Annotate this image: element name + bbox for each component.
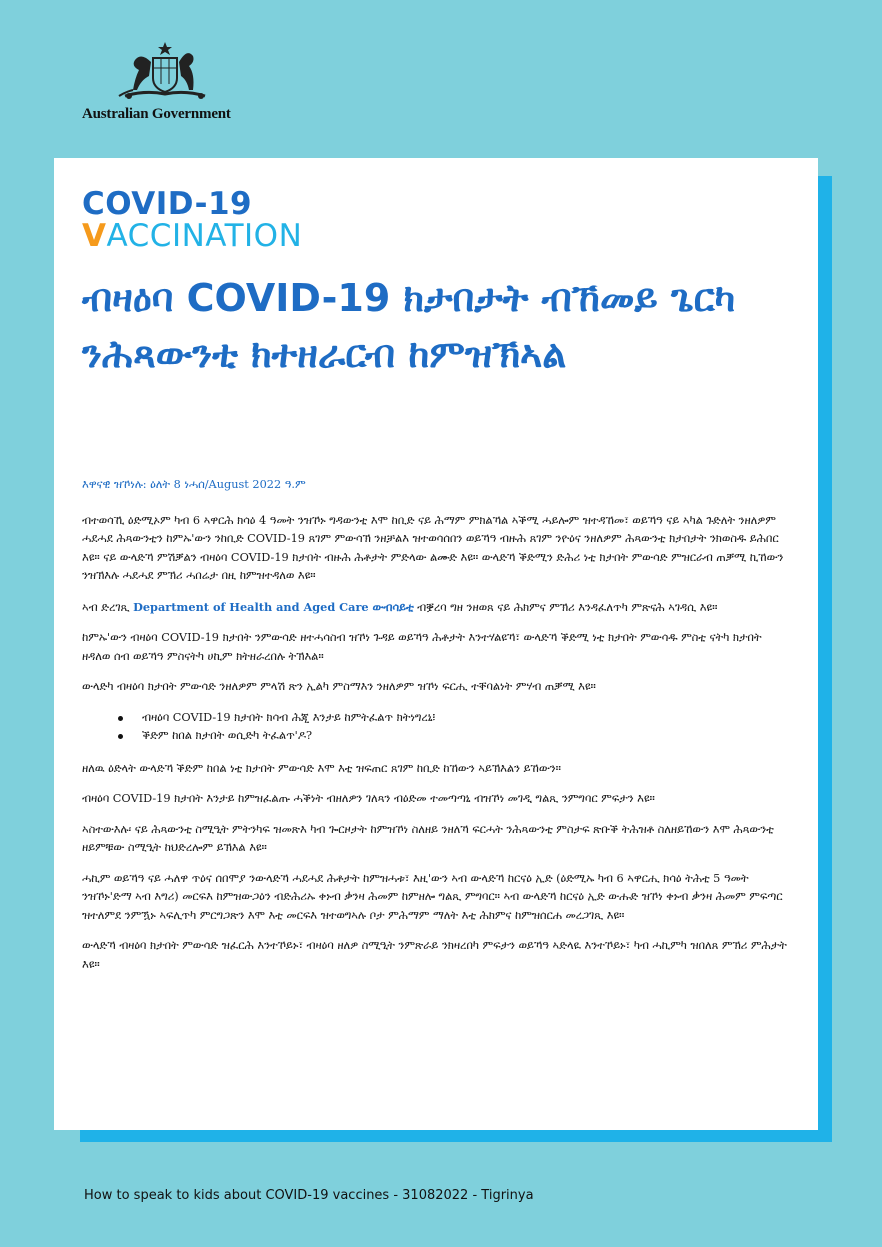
paragraph-explain: ብዛዕባ COVID-19 ክታበት እንታይ ከምዝፈልጡ ሓቕነት ብዘለዎን ገለጻን ብዕድመ ተመጣጣኒ ብዝኾነ መገዲ ግልጺ ንምግባር ምፍታን እዩ።	[82, 792, 655, 805]
brand-line1: COVID-19	[82, 186, 253, 222]
document-body	[82, 476, 788, 986]
government-logo	[82, 40, 247, 123]
paragraph-listen: ውላድካ ብዛዕባ ክታበት ምውሳድ ንዘለዎም ምላሽ ጽን ኢልካ ምስማእን ንዘለዎም ዝኾነ ፍርሒ ተቐባልነት ምሃብ ጠቓሚ እዩ።	[82, 680, 596, 693]
health-department-link[interactable]: Department of Health and Aged Care ውብሳይቲ	[133, 599, 414, 614]
covid-vaccination-logo	[82, 188, 302, 252]
paragraph-intro: ብተወሳኺ ዕድሚኦም ካብ 6 ኣዋርሕ ክሳዕ 4 ዓመት ንዝኾኑ ግዳውንቲ እሞ ከቢድ ናይ ሕማም ምክልኻል ኣቕሚ ሓይሎም ዝተዳኸመ፣ ወይኻዓ ናይ ኣካል ጉድለት ንዘለዎም ሓደሓደ ሕጻውንቲን ከምኡ'ውን ንከቢድ COVID-19 ጸገም ምውሳኽ ንዘቻልእ ዝተወሳሰበን ወይኻዓ ብዙሕ ጸገም ንዮዕና ንዘለዎም ሕጻውንቲ ክታበታት ንክወስዱ ይሕበር እዩ። ናይ ውላድኻ ምሽቓልን ብዛዕባ COVID-19 ክታበት ብዙሕ ሕቶታት ምድላው ልሙድ እዩ። ውላድኻ ቕድሚን ድሕሪ ነቲ ክታበት ምውሳድ ምዝርራብ ጠቓሚ ኪኸውን ንዝኽእሉ ሓደሓደ ምኽሪ ሓበሬታ በዚ ከምዝተዳለወ እዩ።	[82, 513, 784, 582]
page-title: ብዛዕባ COVID-19 ክታበታት ብኸመይ ጌርካ ንሕጻውንቲ ክተዘራርብ ከምዝኽኣል	[82, 276, 736, 376]
footer-text: How to speak to kids about COVID-19 vaccines - 31082022 - Tigrinya	[84, 1188, 534, 1203]
paragraph-note: ኣስተውእሉ፡ ናይ ሕጻውንቲ ስሚዒት ምትንካፍ ዝመጽእ ካብ ጐርዞታት ከምዝኾነ ስለዘይ ንዘለኻ ፍርሓት ንሕጻውንቲ ምስታፍ ጽቡቕ ትሕዝቶ ስለዘይኸውን እሞ ሕጻውንቲ ዘይምቹው ስሚዒት ከህድረሎም ይኽእል እዩ።	[82, 822, 774, 854]
list-item: ብዛዕባ COVID-19 ክታበት ክሳብ ሕጂ እንታይ ከምትፈልጥ ክትነግረኒ፧	[142, 709, 788, 728]
paragraph-afraid: ውላድኻ ብዛዕባ ክታበት ምውሳድ ዝፈርሕ እንተኾይኑ፣ ብዛዕባ ዘለዎ ስሚዒት ንምጽራይ ንክዛረበካ ምፍታን ወይኻዓ ኣድላዪ እንተኾይኑ፣ ካብ ሓኪምካ ዝበለጸ ምኽሪ ምሕታት እዩ።	[82, 939, 787, 971]
question-list	[82, 709, 788, 746]
coat-of-arms-icon	[105, 40, 225, 102]
paragraph-previous: ዘለዉ ዕድላት ውላድኻ ቕድም ከበል ነቲ ክታበት ምውሳድ እሞ እቲ ዝፍጠር ጸገም ከቢድ ከኸውን ኣይኽእልን ይኸውን።	[82, 761, 561, 775]
document-card	[54, 158, 818, 1130]
brand-checkmark-v: V	[82, 218, 107, 254]
paragraph-questions: ከምኡ'ውን ብዛዕባ COVID-19 ክታበት ንምውሳድ ዘተሓሳስብ ዝኾነ ጉዳይ ወይኻዓ ሕቶታት እንተሃልዩኻ፣ ውላድኻ ቕድሚ ነቲ ክታበት ምውሳዱ ምስቲ ናትካ ክታበት ዘዳለወ ሰብ ወይኻዓ ምስናትካ ሀኪም ክትዘራረበሉ ትኽእል።	[82, 631, 762, 663]
paragraph-doctor: ሓኪም ወይኻዓ ናይ ሓለዋ ጥዕና ሰበሞያ ንውላድኻ ሓደሓደ ሕቶታት ከምዝሓቱ፣ እዚ'ውን ኣብ ውላድኻ ከርናዕ ኢድ (ዕድሚኡ ካብ 6 ኣዋርሒ ክሳዕ ትሕቲ 5 ዓመት ንዝኾኑ'ድማ ኣብ እግሪ) መርፍእ ከምዝውጋዕን ብድሕሪኡ ቀኑብ ቃንዛ ሕመም ከምዘሎ ግልጺ ምግባር። ኣብ ውላድኻ ከርናዕ ኢድ ውሑድ ዝኾነ ቀኑብ ቃንዛ ሕመም ምፍጣር ዝተለምደ ንምዃኑ ኣፍሊጥካ ምርግጋጽን እሞ እቲ መርፍእ ዝተወግኣሉ ቦታ ምሕማም ማለት እቲ ሕክምና ከምዝሰርሐ መረጋገጺ እዩ።	[82, 871, 783, 922]
brand-line2-rest: ACCINATION	[106, 218, 303, 254]
paragraph-website	[82, 598, 788, 618]
brand-line2	[82, 220, 302, 252]
list-item: ቕድም ከበል ክታበት ወሲድካ ትፈልጥ'ዶ?	[142, 727, 788, 746]
paragraph-website-post: ብቛረባ ግዘ ንዘወጸ ናይ ሕክምና ምኽሪ እንዳፈለጥካ ምጽናሕ ኣገዳሲ እዩ።	[413, 600, 718, 614]
org-name: Australian Government	[82, 106, 231, 122]
updated-date: እዋናዊ ዝኾነሉ: ዕለት 8 ነሓሰ/August 2022 ዓ.ም	[82, 478, 306, 491]
paragraph-website-pre: ኣብ ድረገጺ	[82, 600, 134, 614]
